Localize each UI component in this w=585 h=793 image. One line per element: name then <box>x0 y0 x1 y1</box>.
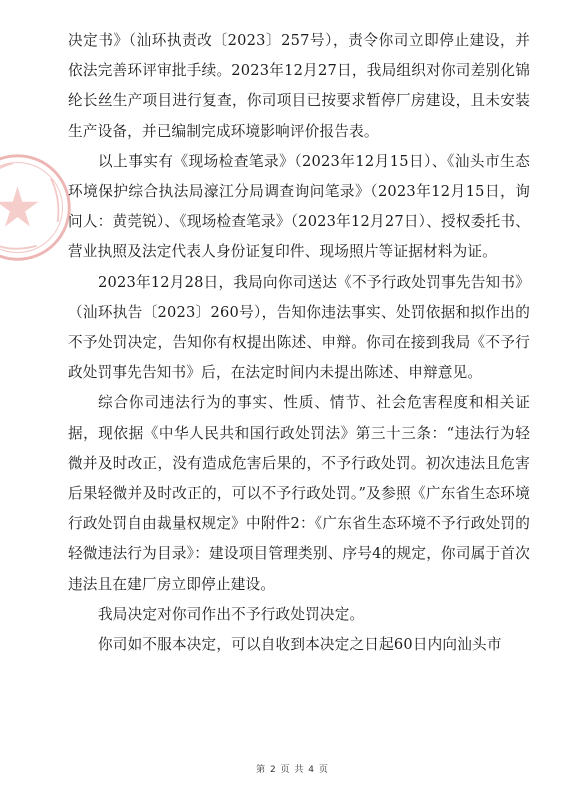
page-number: 第 2 页 共 4 页 <box>256 765 329 775</box>
paragraph-3: 2023年12月28日，我局向你司送达《不予行政处罚事先告知书》（汕环执告〔2023〕260号），告知你违法事实、处罚依据和拟作出的不予处罚决定，告知你有权提出陈述、申辩。你司在接到我局《不予行政处罚事先告知书》后，在法定时间内未提出陈述、申辩意见。 <box>68 273 530 382</box>
paragraph-4: 综合你司违法行为的事实、性质、情节、社会危害程度和相关证据，现依据《中华人民共和国行政处罚法》第三十三条：“违法行为轻微并及时改正，没有造成危害后果的，不予行政处罚。初次违法且危害后果轻微并及时改正的，可以不予行政处罚。”及参照《广东省生态环境行政处罚自由裁量权规定》中附件2：《广东省生态环境不予行政处罚的轻微违法行为目录》：建设项目管理类别、序号4的规定，你司属于首次违法且在建厂房立即停止建设。 <box>68 394 530 593</box>
document-body <box>68 26 530 660</box>
paragraph-1: 决定书》（汕环执责改〔2023〕257号），责令你司立即停止建设，并依法完善环评审批手续。2023年12月27日，我局组织对你司差别化锦纶长丝生产项目进行复查，你司项目已按要求暂停厂房建设，且未安装生产设备，并已编制完成环境影响评价报告表。 <box>68 32 530 140</box>
paragraph-2: 以上事实有《现场检查笔录》（2023年12月15日）、《汕头市生态环境保护综合执法局濠江分局调查询问笔录》（2023年12月15日，询问人：黄莞锐）、《现场检查笔录》（2023年12月27日）、授权委托书、营业执照及法定代表人身份证复印件、现场照片等证据材料为证。 <box>68 152 530 261</box>
official-seal-stamp <box>0 150 75 265</box>
paragraph-5: 我局决定对你司作出不予行政处罚决定。 <box>98 605 365 623</box>
paragraph-6: 你司如不服本决定，可以自收到本决定之日起60日内向汕头市 <box>98 636 502 654</box>
